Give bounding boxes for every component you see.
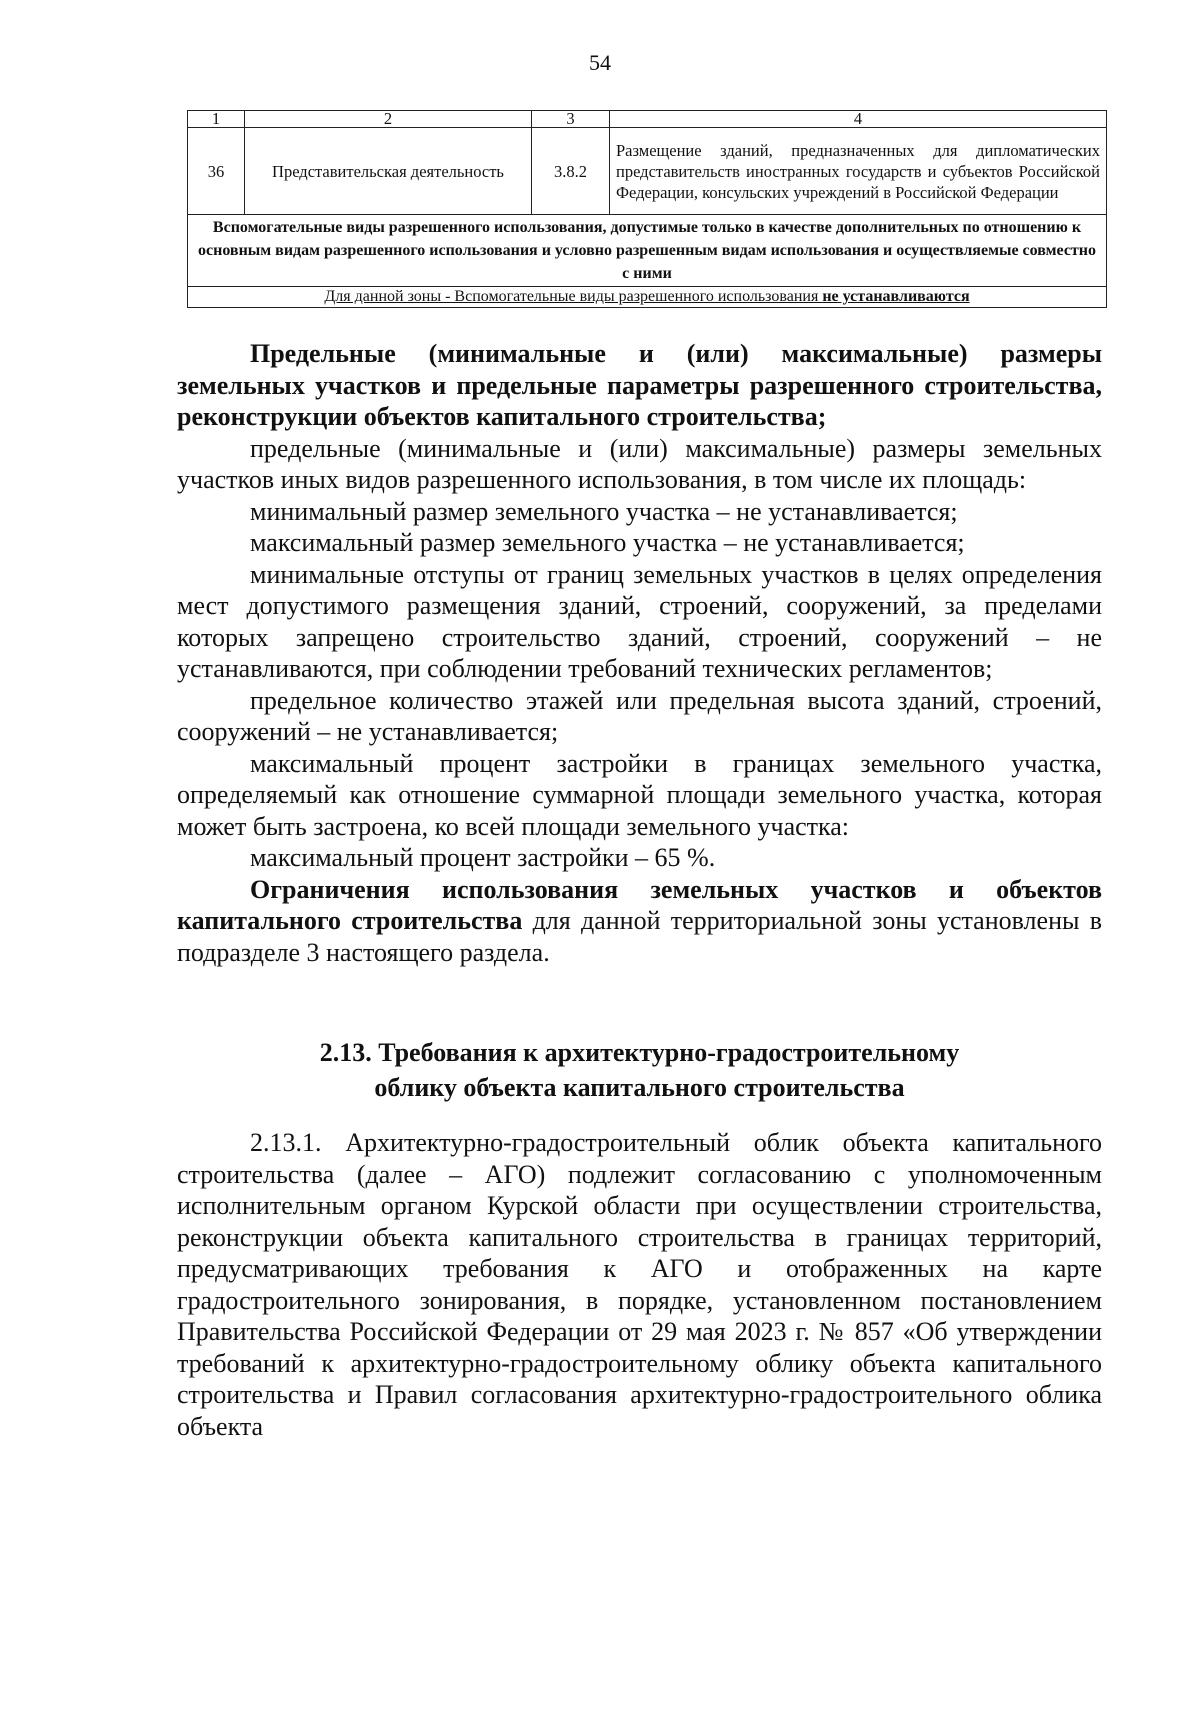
paragraph: максимальный процент застройки – 65 %. bbox=[250, 843, 716, 872]
column-header-1: 1 bbox=[188, 111, 245, 128]
section-text bbox=[177, 1127, 1102, 1442]
table-row bbox=[188, 128, 1107, 215]
aux-note-bold: не устанавливаются bbox=[822, 288, 970, 305]
section-title bbox=[177, 1035, 1102, 1105]
aux-note-row bbox=[188, 287, 1107, 308]
paragraph: максимальный размер земельного участка – не устанавливается; bbox=[250, 528, 965, 557]
restrictions-bold: Ограничения использования земельных участков и объектов капитального строительства bbox=[177, 874, 1102, 935]
use-type-code: 3.8.2 bbox=[532, 128, 610, 215]
use-type-name: Представительская деятельность bbox=[245, 128, 532, 215]
restrictions-paragraph bbox=[177, 874, 1102, 969]
column-header-2: 2 bbox=[245, 111, 532, 128]
paragraph: максимальный процент застройки в границах земельного участка, определяемый как отношение суммарной площади земельного участка, которая может быть застроена, ко всей площади земельного участка: bbox=[177, 748, 1102, 841]
column-header-4: 4 bbox=[610, 111, 1107, 128]
section-title-line-1: 2.13. Требования к архитектурно-градостроительному bbox=[319, 1038, 960, 1067]
paragraph: минимальный размер земельного участка – не устанавливается; bbox=[250, 496, 958, 526]
section-title-line-2: облику объекта капитального строительства bbox=[374, 1073, 905, 1102]
table-header-row bbox=[188, 111, 1107, 128]
row-number: 36 bbox=[188, 128, 245, 215]
column-header-3: 3 bbox=[532, 111, 610, 128]
regulations-text bbox=[177, 338, 1102, 968]
parameters-heading: Предельные (минимальные и (или) максимальные) размеры земельных участков и предельные параметры разрешенного строительства, реконструкции объектов капитального строительства; bbox=[177, 339, 1102, 431]
aux-uses-note bbox=[188, 287, 1107, 308]
page-number: 54 bbox=[589, 50, 611, 75]
permitted-use-table bbox=[187, 110, 1107, 308]
restrictions-rest: для данной территориальной зоны установлены в подразделе 3 настоящего раздела. bbox=[177, 906, 1102, 967]
paragraph: минимальные отступы от границ земельных участков в целях определения мест допустимого размещения зданий, строений, сооружений, за пределами которых запрещено строительство зданий, строений, сооружений – не устанавливаются, при соблюдении требований технических регламентов; bbox=[177, 559, 1102, 683]
paragraph: предельные (минимальные и (или) максимальные) размеры земельных участков иных видов разрешенного использования, в том числе их площадь: bbox=[177, 433, 1102, 494]
use-type-description: Размещение зданий, предназначенных для дипломатических представительств иностранных государств и субъектов Российской Федерации, консульских учреждений в Российской Федерации bbox=[610, 128, 1107, 215]
paragraph: предельное количество этажей или предельная высота зданий, строений, сооружений – не устанавливается; bbox=[177, 685, 1102, 746]
aux-note-prefix: Для данной зоны - Вспомогательные виды разрешенного использования bbox=[324, 288, 823, 305]
aux-uses-heading: Вспомогательные виды разрешенного использования, допустимые только в качестве дополнительных по отношению к основным видам разрешенного использования и условно разрешенным видам использования и осуществляемые совместно с ними bbox=[188, 215, 1107, 287]
aux-heading-row bbox=[188, 215, 1107, 287]
section-paragraph: 2.13.1. Архитектурно-градостроительный облик объекта капитального строительства (далее – АГО) подлежит согласованию с уполномоченным исполнительным органом Курской области при осуществлении строительства, реконструкции объекта капитального строительства в границах территорий, предусматривающих требования к АГО и отображенных на карте градостроительного зонирования, в порядке, установленном постановлением Правительства Российской Федерации от 29 мая 2023 г. № 857 «Об утверждении требований к архитектурно-градостроительному облику объекта капитального строительства и Правил согласования архитектурно-градостроительного облика объекта bbox=[177, 1128, 1102, 1441]
